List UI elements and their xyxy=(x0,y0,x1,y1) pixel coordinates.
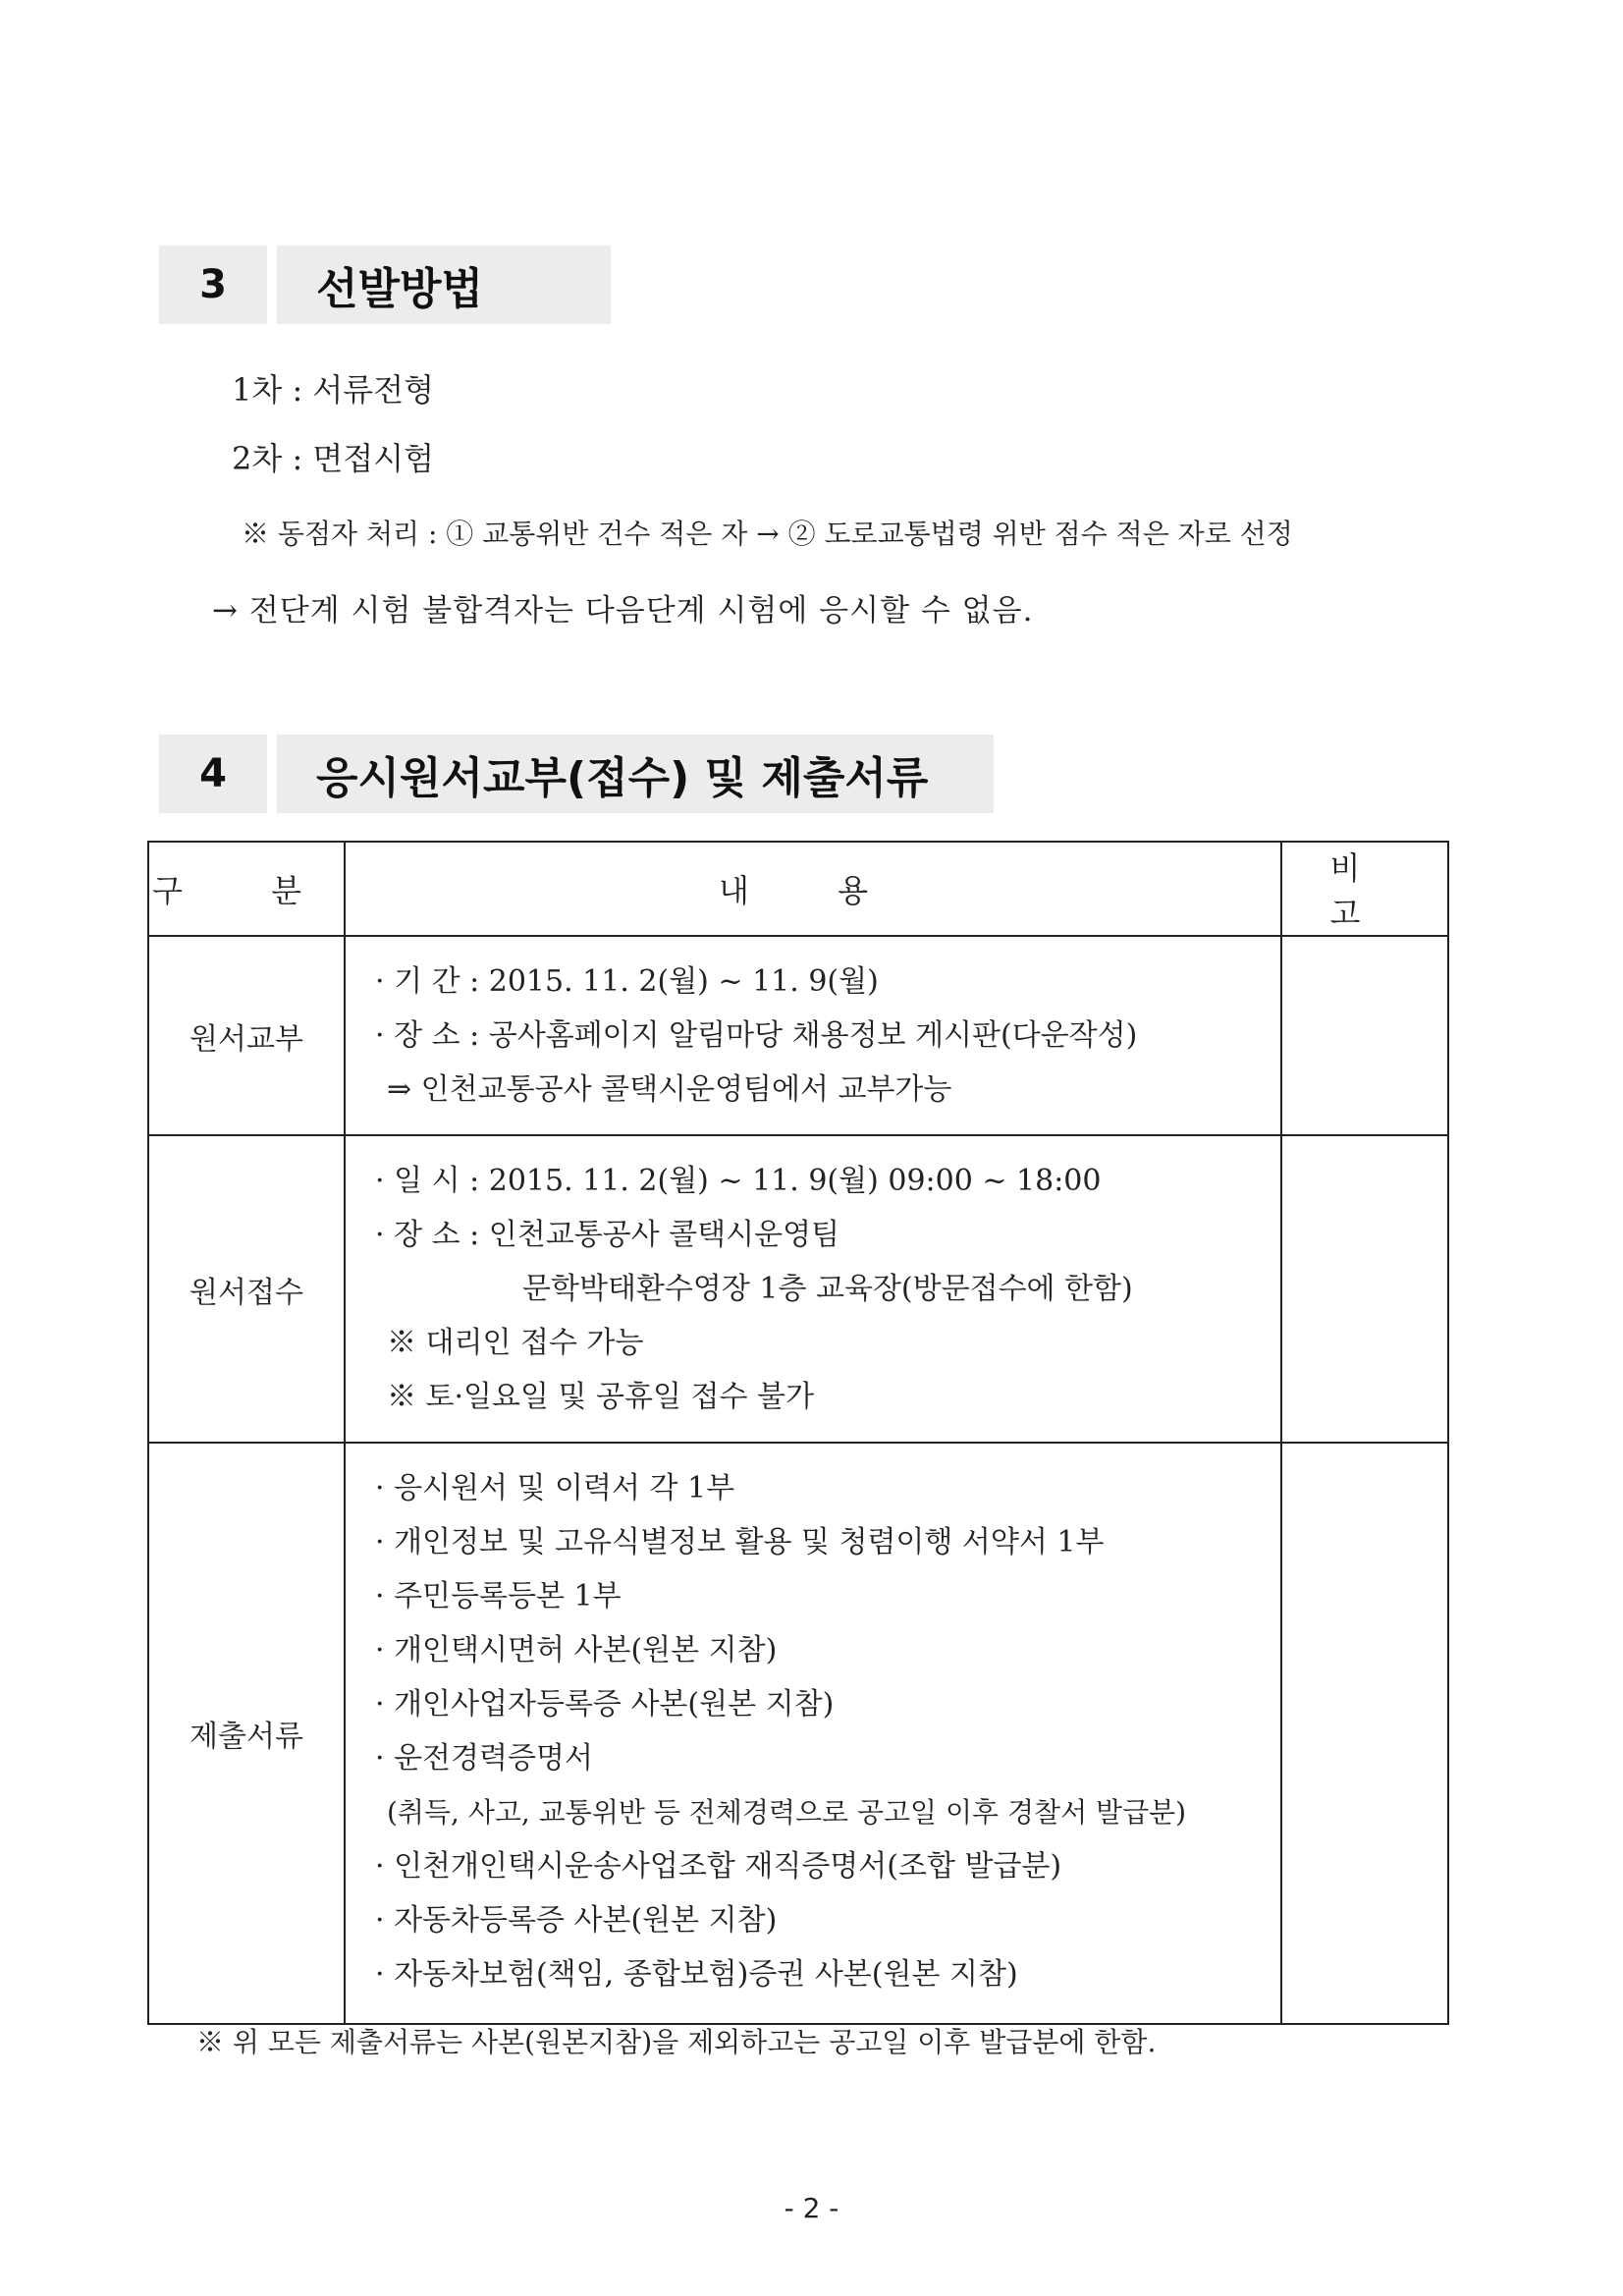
column-header-category: 구 분 xyxy=(148,842,345,936)
section-3-heading xyxy=(159,246,611,324)
row-note xyxy=(1281,1135,1448,1443)
content-line: ※ 토·일요일 및 공휴일 접수 불가 xyxy=(387,1380,814,1414)
section-title: 선발방법 xyxy=(277,246,611,324)
documents-footnote: ※ 위 모든 제출서류는 사본(원본지참)을 제외하고는 공고일 이후 발급분에 한함. xyxy=(196,2026,1157,2058)
content-line: 문학박태환수영장 1층 교육장(방문접수에 한함) xyxy=(522,1272,1133,1306)
row-content xyxy=(345,936,1281,1135)
content-line: · 자동차등록증 사본(원본 지참) xyxy=(375,1903,778,1938)
content-line: · 응시원서 및 이력서 각 1부 xyxy=(375,1471,735,1505)
row-content xyxy=(345,1443,1281,2024)
content-line: · 일 시 : 2015. 11. 2(월) ~ 11. 9(월) 09:00 ~ 18:00 xyxy=(375,1164,1102,1198)
application-table xyxy=(147,841,1449,2025)
content-line: · 운전경력증명서 xyxy=(375,1741,593,1776)
content-line: (취득, 사고, 교통위반 등 전체경력으로 공고일 이후 경찰서 발급분) xyxy=(387,1796,1187,1829)
selection-step-1: 1차 : 서류전형 xyxy=(232,371,435,409)
content-line: ※ 대리인 접수 가능 xyxy=(387,1326,644,1360)
content-line: · 개인사업자등록증 사본(원본 지참) xyxy=(375,1687,835,1722)
selection-step-2: 2차 : 면접시험 xyxy=(232,440,435,477)
content-line: · 기 간 : 2015. 11. 2(월) ~ 11. 9(월) xyxy=(375,964,879,999)
row-note xyxy=(1281,936,1448,1135)
content-line: · 개인택시면허 사본(원본 지참) xyxy=(375,1633,778,1667)
next-stage-note: → 전단계 시험 불합격자는 다음단계 시험에 응시할 수 없음. xyxy=(212,593,1034,629)
row-note xyxy=(1281,1443,1448,2024)
table-header-row xyxy=(148,842,1448,936)
section-title: 응시원서교부(접수) 및 제출서류 xyxy=(277,735,994,813)
table-row xyxy=(148,1135,1448,1443)
section-number: 4 xyxy=(159,735,267,813)
column-header-content: 내 용 xyxy=(345,842,1281,936)
content-line: ⇒ 인천교통공사 콜택시운영팀에서 교부가능 xyxy=(387,1072,952,1107)
table-row xyxy=(148,1443,1448,2024)
content-line: · 개인정보 및 고유식별정보 활용 및 청렴이행 서약서 1부 xyxy=(375,1525,1105,1559)
content-line: · 인천개인택시운송사업조합 재직증명서(조합 발급분) xyxy=(375,1849,1062,1884)
content-line: · 주민등록등본 1부 xyxy=(375,1579,622,1613)
column-header-note: 비 고 xyxy=(1281,842,1448,936)
tie-break-note: ※ 동점자 처리 : ① 교통위반 건수 적은 자 → ② 도로교통법령 위반 점수 적은 자로 선정 xyxy=(242,518,1293,550)
row-category: 제출서류 xyxy=(148,1443,345,2024)
row-content xyxy=(345,1135,1281,1443)
content-line: · 장 소 : 인천교통공사 콜택시운영팀 xyxy=(375,1218,840,1252)
row-category: 원서접수 xyxy=(148,1135,345,1443)
section-4-heading xyxy=(159,735,994,813)
row-category: 원서교부 xyxy=(148,936,345,1135)
content-line: · 장 소 : 공사홈페이지 알림마당 채용정보 게시판(다운작성) xyxy=(375,1018,1138,1053)
section-number: 3 xyxy=(159,246,267,324)
table-row xyxy=(148,936,1448,1135)
page-number: - 2 - xyxy=(784,2192,839,2224)
content-line: · 자동차보험(책임, 종합보험)증권 사본(원본 지참) xyxy=(375,1957,1018,1992)
